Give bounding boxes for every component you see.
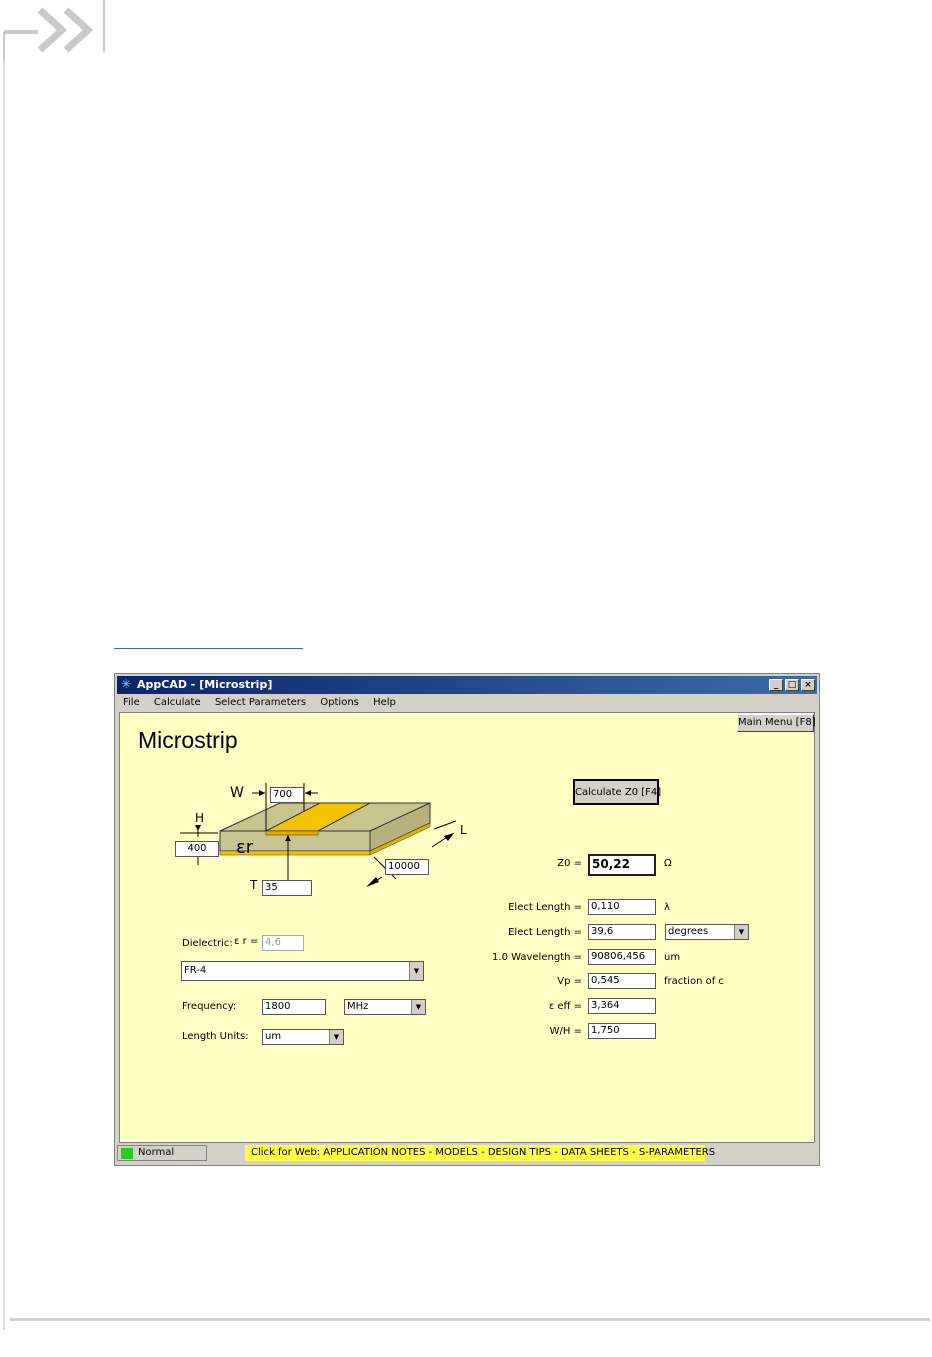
- dielectric-value: FR-4: [184, 965, 207, 976]
- appcad-window: [114, 673, 820, 1166]
- wavelength-label: 1.0 Wavelength =: [492, 952, 582, 963]
- lambda-unit: λ: [664, 902, 670, 913]
- menu-bar: [117, 694, 817, 712]
- angle-unit-value: degrees: [668, 926, 709, 937]
- height-input[interactable]: 400: [175, 841, 219, 857]
- status-led-icon: [121, 1148, 133, 1159]
- menu-help[interactable]: Help: [373, 697, 396, 708]
- status-mode-text: Normal: [138, 1147, 175, 1158]
- microstrip-panel: [119, 712, 815, 1143]
- w-label: W: [230, 785, 244, 801]
- menu-options[interactable]: Options: [320, 697, 359, 708]
- length-units-label: Length Units:: [182, 1031, 249, 1042]
- thickness-input[interactable]: 35: [262, 880, 312, 896]
- l-label: L: [460, 823, 467, 837]
- wh-output[interactable]: 1,750: [588, 1023, 656, 1039]
- menu-select-parameters[interactable]: Select Parameters: [214, 697, 307, 708]
- minimize-button[interactable]: _: [769, 679, 783, 691]
- z0-unit: Ω: [664, 858, 672, 869]
- status-bar: [117, 1144, 817, 1162]
- frequency-unit-value: MHz: [347, 1001, 369, 1012]
- dropdown-arrow-icon[interactable]: ▼: [411, 1000, 425, 1014]
- wavelength-output[interactable]: 90806,456: [588, 949, 656, 965]
- maximize-button[interactable]: □: [785, 679, 799, 691]
- left-margin-line: [3, 60, 5, 1330]
- calculate-z0-button[interactable]: Calculate Z0 [F4]: [573, 779, 659, 805]
- caption-underline: [114, 648, 303, 649]
- z0-label: Z0 =: [557, 858, 582, 869]
- menu-calculate[interactable]: Calculate: [153, 697, 201, 708]
- vp-label: Vp =: [557, 976, 582, 987]
- width-input[interactable]: 700: [270, 787, 304, 803]
- er-input[interactable]: 4,6: [262, 935, 304, 951]
- close-button[interactable]: ×: [801, 679, 815, 691]
- menu-file[interactable]: File: [123, 697, 140, 708]
- page-title: Microstrip: [138, 727, 238, 753]
- elect-length-lambda-output[interactable]: 0,110: [588, 899, 656, 915]
- vp-output[interactable]: 0,545: [588, 973, 656, 989]
- dropdown-arrow-icon[interactable]: ▼: [409, 962, 423, 980]
- elect-length-lambda-label: Elect Length =: [508, 902, 582, 913]
- bottom-rule: [10, 1318, 930, 1321]
- length-units-select[interactable]: [262, 1029, 344, 1045]
- eeff-output[interactable]: 3,364: [588, 998, 656, 1014]
- app-icon: ✳: [120, 677, 132, 691]
- wh-label: W/H =: [549, 1026, 582, 1037]
- vp-unit: fraction of c: [664, 976, 724, 987]
- status-mode: [117, 1145, 207, 1161]
- frequency-unit-select[interactable]: [344, 999, 426, 1015]
- frequency-input[interactable]: 1800: [262, 999, 326, 1015]
- length-input[interactable]: 10000: [385, 859, 429, 875]
- er-input-label: ε r =: [234, 936, 259, 947]
- elect-length-degrees-label: Elect Length =: [508, 927, 582, 938]
- angle-unit-select[interactable]: [665, 924, 749, 940]
- frequency-label: Frequency:: [182, 1001, 237, 1012]
- window-title: AppCAD - [Microstrip]: [137, 678, 273, 691]
- dielectric-select[interactable]: [181, 961, 424, 981]
- double-chevron-icon: [0, 0, 110, 60]
- t-label: T: [250, 878, 258, 892]
- title-bar[interactable]: [117, 676, 817, 694]
- h-label: H: [195, 811, 205, 825]
- elect-length-degrees-output[interactable]: 39,6: [588, 924, 656, 940]
- er-diagram-label: εr: [236, 837, 254, 858]
- z0-output[interactable]: 50,22: [588, 854, 656, 876]
- length-units-value: um: [265, 1031, 282, 1042]
- dropdown-arrow-icon[interactable]: ▼: [329, 1030, 343, 1044]
- eeff-label: ε eff =: [548, 1001, 582, 1012]
- dropdown-arrow-icon[interactable]: ▼: [734, 925, 748, 939]
- wavelength-unit: um: [664, 952, 681, 963]
- dielectric-label: Dielectric:: [182, 938, 233, 949]
- web-links-banner[interactable]: Click for Web: APPLICATION NOTES - MODELS - DESIGN TIPS - DATA SHEETS - S-PARAMETERS: [245, 1145, 705, 1161]
- main-menu-button[interactable]: Main Menu [F8]: [737, 714, 814, 732]
